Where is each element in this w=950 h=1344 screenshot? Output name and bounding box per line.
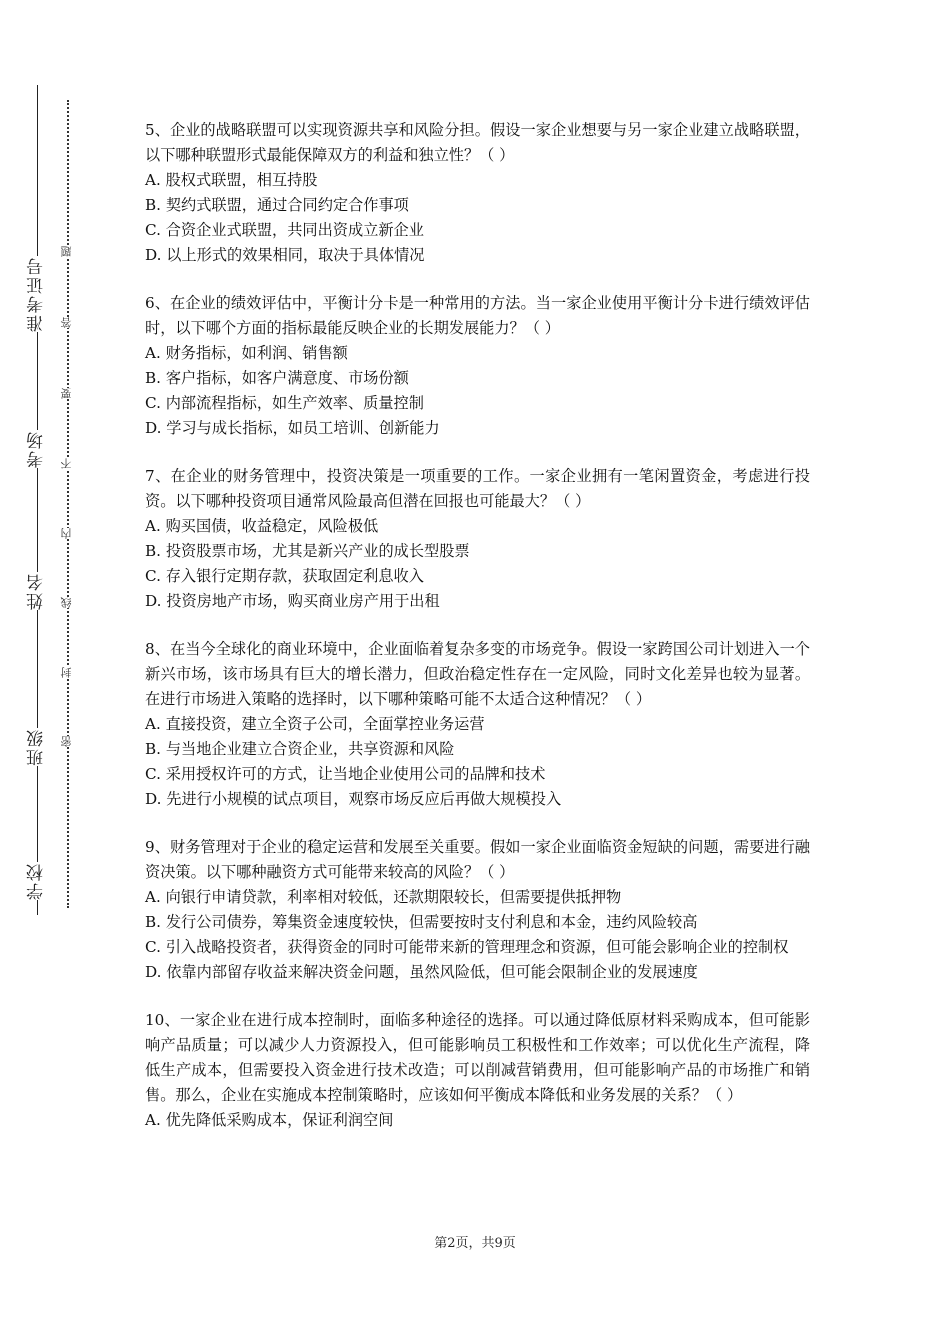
option-d: D. 以上形式的效果相同，取决于具体情况 bbox=[145, 246, 425, 264]
option-b: B. 与当地企业建立合资企业，共享资源和风险 bbox=[145, 740, 455, 758]
question-stem: 9、财务管理对于企业的稳定运营和发展至关重要。假如一家企业面临资金短缺的问题，需要进行融资决策。以下哪种融资方式可能带来较高的风险？（ ） bbox=[145, 838, 810, 881]
field-name: 姓名 bbox=[22, 572, 52, 610]
seal-char-ti: 题 bbox=[57, 246, 77, 257]
option-d: D. 先进行小规模的试点项目，观察市场反应后再做大规模投入 bbox=[145, 790, 562, 808]
option-a: A. 优先降低采购成本，保证利润空间 bbox=[145, 1111, 394, 1129]
seal-char-feng: 封 bbox=[57, 667, 77, 678]
option-b: B. 发行公司债券，筹集资金速度较快，但需要按时支付利息和本金，违约风险较高 bbox=[145, 913, 698, 931]
seal-dotted-line bbox=[67, 100, 69, 908]
seal-char-xian: 线 bbox=[57, 597, 77, 608]
option-c: C. 合资企业式联盟，共同出资成立新企业 bbox=[145, 221, 424, 239]
option-a: A. 购买国债，收益稳定，风险极低 bbox=[145, 517, 379, 535]
question-8 bbox=[145, 637, 810, 812]
option-d: D. 投资房地产市场，购买商业房产用于出租 bbox=[145, 592, 440, 610]
question-list bbox=[145, 118, 810, 1156]
option-a: A. 财务指标，如利润、销售额 bbox=[145, 344, 348, 362]
seal-char-mi: 密 bbox=[57, 736, 77, 747]
seal-char-da: 答 bbox=[57, 317, 77, 328]
question-10 bbox=[145, 1008, 810, 1133]
option-c: C. 内部流程指标，如生产效率、质量控制 bbox=[145, 394, 424, 412]
option-b: B. 投资股票市场，尤其是新兴产业的成长型股票 bbox=[145, 542, 470, 560]
question-stem: 6、在企业的绩效评估中，平衡计分卡是一种常用的方法。当一家企业使用平衡计分卡进行绩效评估时，以下哪个方面的指标最能反映企业的长期发展能力？（ ） bbox=[145, 294, 810, 337]
field-school: 学校 bbox=[22, 862, 52, 900]
option-d: D. 学习与成长指标，如员工培训、创新能力 bbox=[145, 419, 440, 437]
question-9 bbox=[145, 835, 810, 985]
question-stem: 8、在当今全球化的商业环境中，企业面临着复杂多变的市场竞争。假设一家跨国公司计划进入一个新兴市场，该市场具有巨大的增长潜力，但政治稳定性存在一定风险，同时文化差异也较为显著。在进行市场进入策略的选择时，以下哪种策略可能不太适合这种情况？（ ） bbox=[145, 640, 810, 708]
option-a: A. 向银行申请贷款，利率相对较低，还款期限较长，但需要提供抵押物 bbox=[145, 888, 622, 906]
question-stem: 5、企业的战略联盟可以实现资源共享和风险分担。假设一家企业想要与另一家企业建立战略联盟，以下哪种联盟形式最能保障双方的利益和独立性？（ ） bbox=[145, 121, 810, 164]
seal-char-bu: 不 bbox=[57, 458, 77, 469]
field-class: 班级 bbox=[22, 728, 52, 766]
page-footer: 第2页，共9页 bbox=[434, 1236, 516, 1251]
option-a: A. 股权式联盟，相互持股 bbox=[145, 171, 318, 189]
question-5 bbox=[145, 118, 810, 268]
seal-char-yao: 要 bbox=[57, 388, 77, 399]
question-stem: 10、一家企业在进行成本控制时，面临多种途径的选择。可以通过降低原材料采购成本，但可能影响产品质量；可以减少人力资源投入，但可能影响员工积极性和工作效率；可以优化生产流程，降低生产成本，但需要投入资金进行技术改造；可以削减营销费用，但可能影响产品的市场推广和销售。那么，企业在实施成本控制策略时，应该如何平衡成本降低和业务发展的关系？（ ） bbox=[145, 1011, 810, 1104]
field-ticket-number: 准考证号 bbox=[22, 256, 52, 332]
question-7 bbox=[145, 464, 810, 614]
question-stem: 7、在企业的财务管理中，投资决策是一项重要的工作。一家企业拥有一笔闲置资金，考虑进行投资。以下哪种投资项目通常风险最高但潜在回报也可能最大？（ ） bbox=[145, 467, 810, 510]
seal-char-nei: 内 bbox=[57, 528, 77, 539]
binding-margin bbox=[0, 0, 110, 1344]
question-6 bbox=[145, 291, 810, 441]
option-b: B. 客户指标，如客户满意度、市场份额 bbox=[145, 369, 409, 387]
option-d: D. 依靠内部留存收益来解决资金问题，虽然风险低，但可能会限制企业的发展速度 bbox=[145, 963, 698, 981]
option-c: C. 引入战略投资者，获得资金的同时可能带来新的管理理念和资源，但可能会影响企业的控制权 bbox=[145, 938, 789, 956]
binding-solid-line bbox=[37, 85, 38, 915]
option-b: B. 契约式联盟，通过合同约定合作事项 bbox=[145, 196, 409, 214]
option-a: A. 直接投资，建立全资子公司，全面掌控业务运营 bbox=[145, 715, 485, 733]
option-c: C. 采用授权许可的方式，让当地企业使用公司的品牌和技术 bbox=[145, 765, 546, 783]
field-exam-room: 考场 bbox=[22, 430, 52, 468]
option-c: C. 存入银行定期存款，获取固定利息收入 bbox=[145, 567, 424, 585]
